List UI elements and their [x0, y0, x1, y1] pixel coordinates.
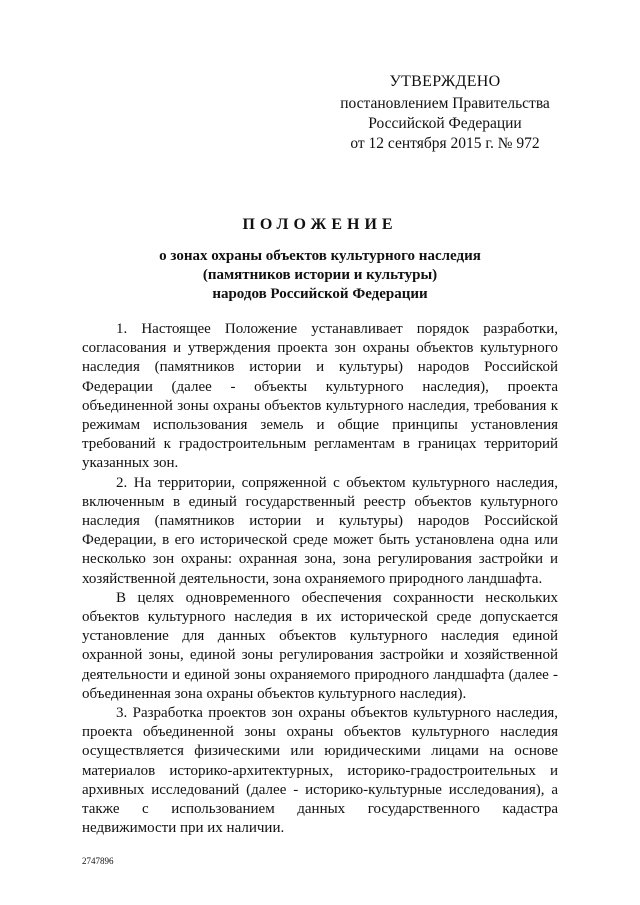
- document-body: [82, 320, 558, 838]
- subtitle-line-2: (памятников истории и культуры): [202, 267, 438, 283]
- document-title: ПОЛОЖЕНИЕ: [242, 216, 398, 233]
- paragraph-4: 3. Разработка проектов зон охраны объектов культурного наследия, проекта объединенной зоны охраны объектов культурного наследия осуществляется физическими или юридическими лицами на основе материалов историко-архитектурных, историко-градостроительных и архивных исследований (далее - историко-культурные исследования), а также с использованием данных государственного кадастра недвижимости при их наличии.: [82, 705, 558, 837]
- document-code: 2747896: [82, 856, 114, 866]
- paragraph-3: В целях одновременного обеспечения сохранности нескольких объектов культурного наследия в их исторической среде допускается установление для данных объектов культурного наследия единой охранной зоны, единой зоны регулирования застройки и хозяйственной деятельности и единой зоны охраняемого природного ландшафта (далее - объединенная зона охраны объектов культурного наследия).: [82, 589, 558, 702]
- approval-line-2: Российской Федерации: [368, 115, 522, 132]
- approval-line-3: от 12 сентября 2015 г. № 972: [350, 135, 540, 152]
- approval-line-1: постановлением Правительства: [340, 95, 550, 112]
- document-subtitle: [100, 247, 540, 304]
- paragraph-2: 2. На территории, сопряженной с объектом культурного наследия, включенным в единый государственный реестр объектов культурного наследия (памятников истории и культуры) народов Российской Федерации, в его исторической среде может быть установлена одна или несколько зон охраны: охранная зона, зона регулирования застройки и хозяйственной деятельности, зона охраняемого природного ландшафта.: [82, 474, 558, 587]
- subtitle-line-3: народов Российской Федерации: [212, 286, 428, 302]
- subtitle-line-1: о зонах охраны объектов культурного наследия: [159, 248, 481, 264]
- paragraph-1: 1. Настоящее Положение устанавливает порядок разработки, согласования и утверждения проекта зон охраны объектов культурного наследия (памятников истории и культуры) народов Российской Федерации (далее - объекты культурного наследия), проекта объединенной зоны охраны объектов культурного наследия, требования к режимам использования земель и общие принципы установления требований к градостроительным регламентам в границах территорий указанных зон.: [82, 321, 558, 472]
- approval-stamp: [340, 72, 550, 154]
- approval-heading: УТВЕРЖДЕНО: [389, 73, 501, 90]
